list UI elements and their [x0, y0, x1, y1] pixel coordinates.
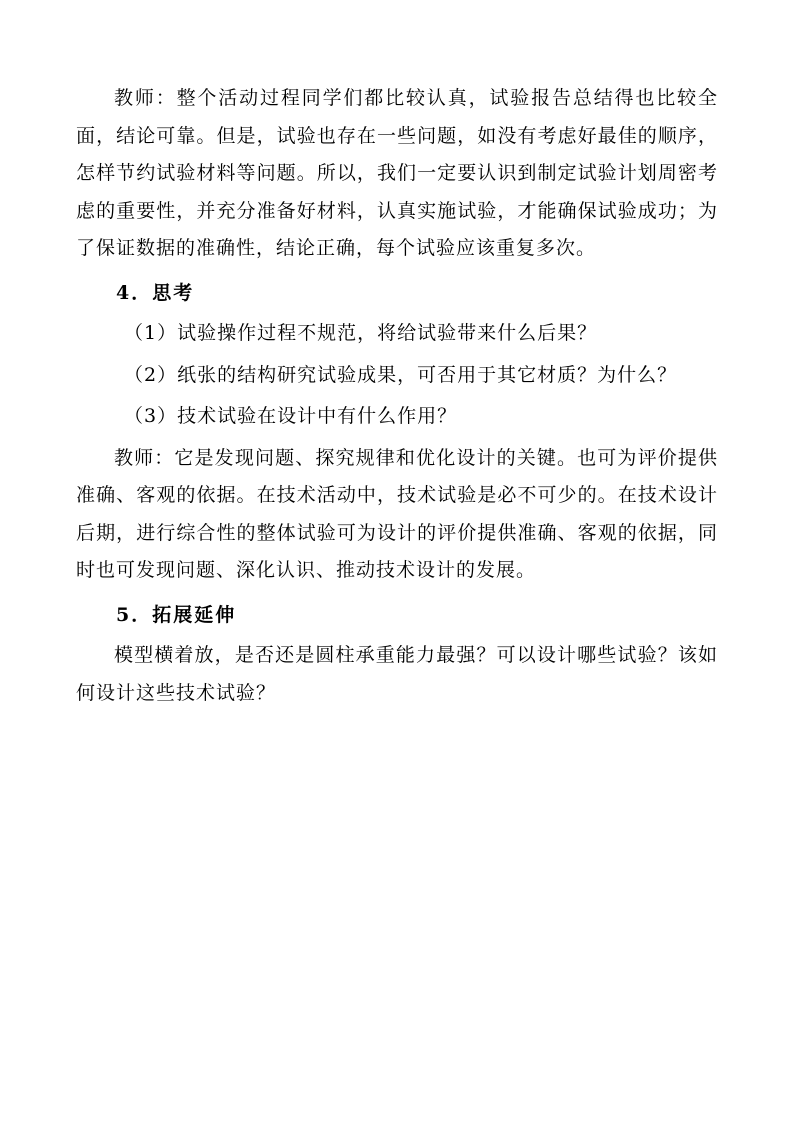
section-heading-extension: 5．拓展延伸: [116, 603, 237, 626]
extension-paragraph: 模型横着放，是否还是圆柱承重能力最强？可以设计哪些试验？该如何设计这些技术试验？: [76, 644, 718, 704]
section-heading-thinking: 4．思考: [116, 281, 195, 304]
question-2: （2）纸张的结构研究试验成果，可否用于其它材质？为什么？: [124, 363, 678, 386]
teacher-summary-paragraph: 教师：整个活动过程同学们都比较认真，试验报告总结得也比较全面，结论可靠。但是，试验也存在一些问题，如没有考虑好最佳的顺序，怎样节约试验材料等问题。所以，我们一定要认识到制定试验计划周密考虑的重要性，并充分准备好材料，认真实施试验，才能确保试验成功；为了保证数据的准确性，结论正确，每个试验应该重复多次。: [76, 87, 718, 259]
question-3: （3）技术试验在设计中有什么作用？: [124, 405, 458, 427]
document-page: [76, 80, 718, 712]
question-1: （1）试验操作过程不规范，将给试验带来什么后果？: [124, 322, 598, 344]
teacher-answer-paragraph: 教师：它是发现问题、探究规律和优化设计的关键。也可为评价提供准确、客观的依据。在技术活动中，技术试验是必不可少的。在技术设计后期，进行综合性的整体试验可为设计的评价提供准确、客观的依据，同时也可发现问题、深化认识、推动技术设计的发展。: [76, 446, 718, 581]
